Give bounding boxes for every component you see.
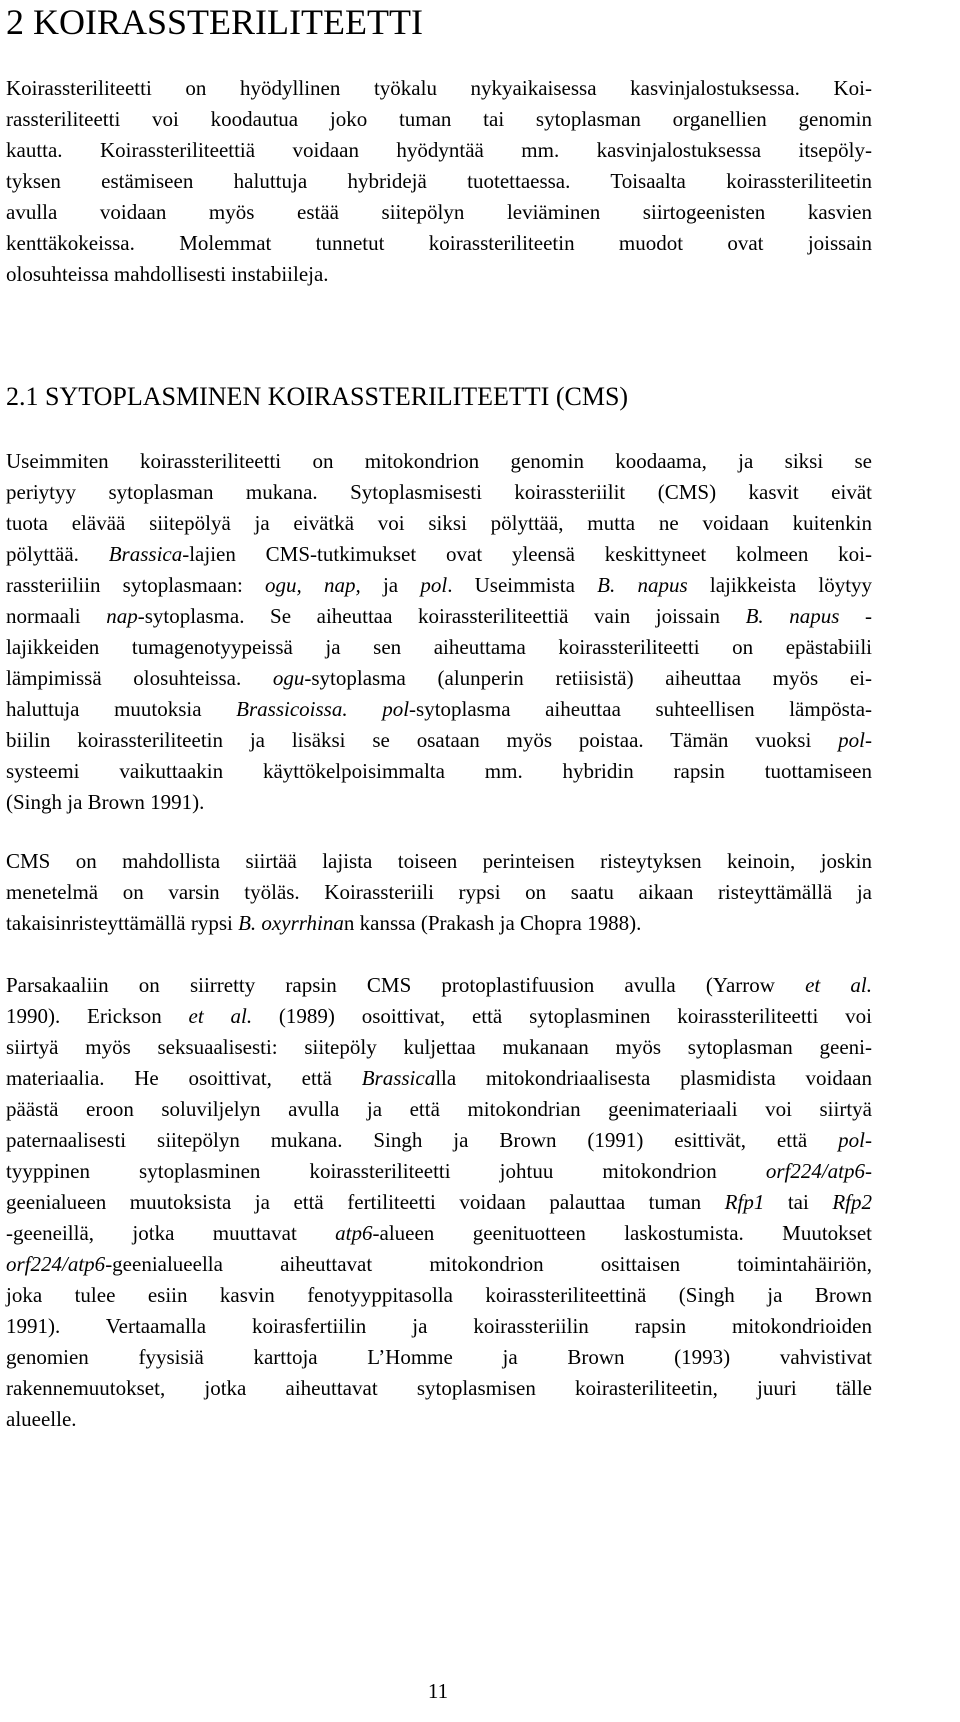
- text-line: [6, 908, 872, 939]
- text-run: olosuhteissa mahdollisesti instabiileja.: [6, 262, 329, 286]
- text-run: -: [839, 604, 873, 628]
- text-line: [6, 877, 872, 908]
- text-run: -geenialueella aiheuttavat mitokondrion osittaisen toimintahäiriön,: [105, 1252, 872, 1276]
- text-run: lla mitokondriaalisesta plasmidista voidaan: [435, 1066, 872, 1090]
- text-run: [615, 573, 637, 597]
- text-run: pölyttää.: [6, 542, 109, 566]
- text-run: tyksen estämiseen haluttuja hybridejä tuotettaessa. Toisaalta koirassteriliteetin: [6, 169, 872, 193]
- text-run: biilin koirassteriliteetin ja lisäksi se osataan myös poistaa. Tämän vuoksi: [6, 728, 839, 752]
- text-line: [6, 1001, 872, 1032]
- text-run: lajikkeista löytyy: [687, 573, 873, 597]
- text-run: lajikkeiden tumagenotyypeissä ja sen aiheuttama koirassteriliteetti on epästabiili: [6, 635, 872, 659]
- text-run: . Useimmista: [447, 573, 598, 597]
- cms-paragraph-3: [6, 970, 872, 1435]
- italic-term: B. napus: [745, 604, 840, 628]
- cms-paragraph-2: [6, 846, 872, 939]
- text-run: tyyppinen sytoplasminen koirassteriliteetti johtuu mitokondrion: [6, 1159, 766, 1183]
- text-run: lämpimissä olosuhteissa.: [6, 666, 273, 690]
- italic-term: et al.: [188, 1004, 253, 1028]
- text-line: [6, 846, 872, 877]
- italic-term: Brassica: [361, 1066, 436, 1090]
- text-run: -alueen geenituotteen laskostumista. Muutokset: [372, 1221, 873, 1245]
- text-run: tuota elävää siitepölyä ja eivätkä voi siksi pölyttää, mutta ne voidaan kuitenkin: [6, 511, 872, 535]
- text-run: Useimmiten koirassteriliteetti on mitokondrion genomin koodaama, ja siksi se: [6, 449, 872, 473]
- text-line: [6, 1125, 872, 1156]
- text-line: [6, 1156, 872, 1187]
- text-run: menetelmä on varsin työläs. Koirassteriili rypsi on saatu aikaan risteyttämällä ja: [6, 880, 872, 904]
- italic-term: et al.: [805, 973, 872, 997]
- text-line: [6, 1032, 872, 1063]
- text-line: [6, 259, 872, 290]
- text-line: [6, 694, 872, 725]
- text-run: -lajien CMS-tutkimukset ovat yleensä keskittyneet kolmeen koi-: [182, 542, 872, 566]
- text-run: rassteriliteetti voi koodautua joko tuman tai sytoplasman organellien genomin: [6, 107, 872, 131]
- italic-term: pol: [838, 728, 865, 752]
- text-line: [6, 104, 872, 135]
- text-run: -: [865, 1159, 872, 1183]
- text-run: siirtyä myös seksuaalisesti: siitepöly kuljettaa mukanaan myös sytoplasman geeni-: [6, 1035, 872, 1059]
- text-run: joka tulee esiin kasvin fenotyyppitasolla koirassteriliteettinä (Singh ja Brown: [6, 1283, 872, 1307]
- text-line: [6, 601, 872, 632]
- text-run: normaali: [6, 604, 107, 628]
- text-run: 1991). Vertaamalla koirasfertiilin ja koirassteriilin rapsin mitokondrioiden: [6, 1314, 872, 1338]
- text-line: [6, 787, 872, 818]
- text-line: [6, 228, 872, 259]
- italic-term: Rfp1: [724, 1190, 765, 1214]
- text-run: [348, 697, 383, 721]
- cms-paragraph-1: [6, 446, 872, 818]
- text-run: periytyy sytoplasman mukana. Sytoplasmisesti koirassteriilit (CMS) kasvit eivät: [6, 480, 872, 504]
- text-run: Parsakaaliin on siirretty rapsin CMS protoplastifuusion avulla (Yarrow: [6, 973, 806, 997]
- italic-term: pol: [382, 697, 410, 721]
- text-run: 1990). Erickson: [6, 1004, 189, 1028]
- text-line: [6, 73, 872, 104]
- text-run: -sytoplasma (alunperin retiisistä) aiheuttaa myös ei-: [304, 666, 872, 690]
- text-run: alueelle.: [6, 1407, 77, 1431]
- italic-term: B. oxyrrhina: [238, 911, 344, 935]
- text-run: avulla voidaan myös estää siitepölyn leviäminen siirtogeenisten kasvien: [6, 200, 872, 224]
- text-line: [6, 1187, 872, 1218]
- text-line: [6, 166, 872, 197]
- text-line: [6, 1063, 872, 1094]
- italic-term: pol: [838, 1128, 865, 1152]
- italic-term: Brassicoissa.: [236, 697, 348, 721]
- italic-term: ogu: [272, 666, 305, 690]
- italic-term: napus: [637, 573, 688, 597]
- italic-term: orf224/atp6: [6, 1252, 106, 1276]
- intro-paragraph: [6, 73, 872, 290]
- text-run: kenttäkokeissa. Molemmat tunnetut koirassteriliteetin muodot ovat joissain: [6, 231, 872, 255]
- text-run: -sytoplasma. Se aiheuttaa koirassteriliteettiä vain joissain: [137, 604, 746, 628]
- text-line: [6, 970, 872, 1001]
- text-run: kautta. Koirassteriliteettiä voidaan hyödyntää mm. kasvinjalostuksessa itsepöly-: [6, 138, 872, 162]
- text-line: [6, 508, 872, 539]
- text-line: [6, 1342, 872, 1373]
- text-run: tai: [764, 1190, 833, 1214]
- text-run: haluttuja muutoksia: [6, 697, 237, 721]
- text-line: [6, 135, 872, 166]
- text-line: [6, 477, 872, 508]
- text-line: [6, 756, 872, 787]
- text-line: [6, 197, 872, 228]
- text-run: ja: [360, 573, 421, 597]
- text-run: päästä eroon soluviljelyn avulla ja että mitokondrian geenimateriaali voi siirtyä: [6, 1097, 872, 1121]
- text-line: [6, 1404, 872, 1435]
- text-line: [6, 539, 872, 570]
- text-run: (Singh ja Brown 1991).: [6, 790, 205, 814]
- italic-term: nap: [106, 604, 138, 628]
- text-line: [6, 446, 872, 477]
- text-line: [6, 1218, 872, 1249]
- text-run: n kanssa (Prakash ja Chopra 1988).: [343, 911, 642, 935]
- italic-term: atp6: [335, 1221, 373, 1245]
- text-run: geenialueen muutoksista ja että fertiliteetti voidaan palauttaa tuman: [6, 1190, 725, 1214]
- text-run: -geeneillä, jotka muuttavat: [6, 1221, 336, 1245]
- section-heading: 2.1 SYTOPLASMINEN KOIRASSTERILITEETTI (CMS): [6, 382, 629, 411]
- italic-term: B.: [597, 573, 616, 597]
- text-line: [6, 1280, 872, 1311]
- text-line: [6, 725, 872, 756]
- text-line: [6, 1094, 872, 1125]
- italic-term: orf224/atp6: [765, 1159, 865, 1183]
- text-run: systeemi vaikuttaakin käyttökelpoisimmalta mm. hybridin rapsin tuottamiseen: [6, 759, 872, 783]
- chapter-heading: 2 KOIRASSTERILITEETTI: [6, 2, 423, 42]
- text-run: -: [865, 728, 872, 752]
- text-run: Koirassteriliteetti on hyödyllinen työkalu nykyaikaisessa kasvinjalostuksessa. Koi-: [6, 76, 872, 100]
- text-run: -: [865, 1128, 872, 1152]
- italic-term: Rfp2: [832, 1190, 872, 1214]
- page-number: 11: [427, 1679, 449, 1703]
- text-line: [6, 632, 872, 663]
- text-run: materiaalia. He osoittivat, että: [6, 1066, 362, 1090]
- text-run: rassteriiliin sytoplasmaan:: [6, 573, 266, 597]
- italic-term: Brassica: [108, 542, 183, 566]
- text-run: rakennemuutokset, jotka aiheuttavat sytoplasmisen koirasteriliteetin, juuri tälle: [6, 1376, 872, 1400]
- text-run: CMS on mahdollista siirtää lajista toiseen perinteisen risteytyksen keinoin, joskin: [6, 849, 872, 873]
- text-run: paternaalisesti siitepölyn mukana. Singh ja Brown (1991) esittivät, että: [6, 1128, 839, 1152]
- text-line: [6, 1373, 872, 1404]
- text-run: takaisinristeyttämällä rypsi: [6, 911, 239, 935]
- text-line: [6, 1249, 872, 1280]
- italic-term: ogu, nap,: [265, 573, 361, 597]
- text-run: (1989) osoittivat, että sytoplasminen koirassteriliteetti voi: [252, 1004, 872, 1028]
- text-line: [6, 1311, 872, 1342]
- text-run: -sytoplasma aiheuttaa suhteellisen lämpösta-: [409, 697, 873, 721]
- text-run: genomien fyysisiä karttoja L’Homme ja Brown (1993) vahvistivat: [6, 1345, 872, 1369]
- text-line: [6, 663, 872, 694]
- italic-term: pol: [420, 573, 448, 597]
- text-line: [6, 570, 872, 601]
